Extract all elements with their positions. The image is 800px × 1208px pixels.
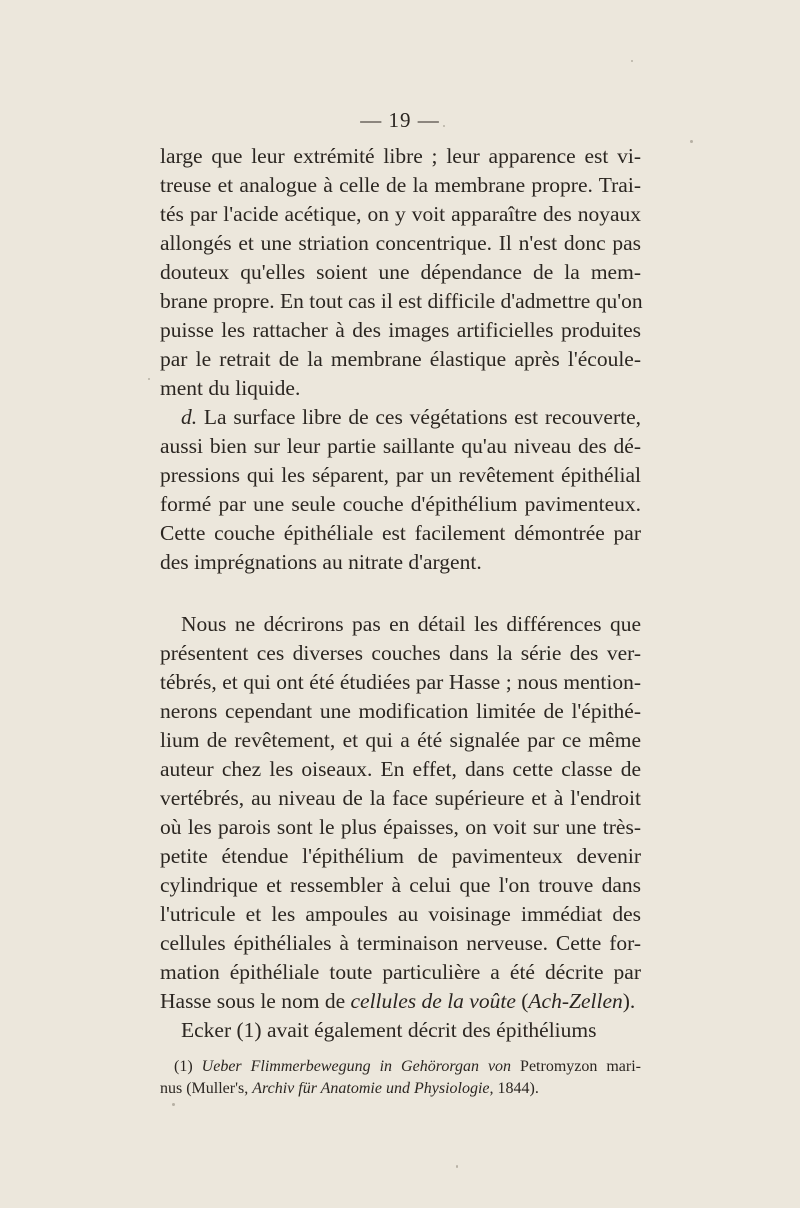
paper-speck [443,125,445,127]
italic-term: Ueber Flimmerbewegung in Gehörorgan von [201,1058,512,1075]
text-line: par le retrait de la membrane élastique après l'écoule- [160,347,641,371]
text-run: 1844). [493,1080,539,1097]
text-line: cellules épithéliales à terminaison nerveuse. Cette for- [160,931,641,955]
text-line [181,403,641,432]
text-line: où les parois sont le plus épaisses, on voit sur une très- [160,815,641,839]
text-line: allongés et une striation concentrique. Il n'est donc pas [160,231,641,255]
text-line: l'utricule et les ampoules au voisinage immédiat des [160,902,641,926]
text-line: puisse les rattacher à des images artificielles produites [160,318,641,342]
text-line: large que leur extrémité libre ; leur apparence est vi- [160,144,641,168]
text-line: auteur chez les oiseaux. En effet, dans cette classe de [160,757,641,781]
paper-speck [631,60,633,62]
italic-term: cellules de la voûte [350,989,516,1013]
text-line [160,987,641,1016]
footnote-line [174,1056,641,1078]
text-line: cylindrique et ressembler à celui que l'on trouve dans [160,873,641,897]
paper-speck [456,1165,458,1168]
italic-term: Ach-Zellen [528,989,623,1013]
text-line: Cette couche épithéliale est facilement démontrée par [160,521,641,545]
text-run: La surface libre de ces végétations est recouverte, [203,405,641,429]
paper-speck [148,378,150,380]
text-line: pressions qui les séparent, par un revêtement épithélial [160,463,641,487]
text-line: Ecker (1) avait également décrit des épithéliums [181,1018,597,1042]
page-number: — 19 — [360,108,440,132]
text-line: tébrés, et qui ont été étudiées par Hasse ; nous mention- [160,670,641,694]
text-line: nerons cependant une modification limitée de l'épithé- [160,699,641,723]
text-line: présentent ces diverses couches dans la série des ver- [160,641,641,665]
text-run: ( [515,989,529,1013]
text-run: Petromyzon mari- [511,1058,642,1075]
paper-speck [172,1103,175,1106]
text-run: nus (Muller's, [160,1080,253,1097]
footnote-line [160,1078,601,1100]
text-run: ). [622,989,636,1013]
text-line: vertébrés, au niveau de la face supérieure et à l'endroit [160,786,641,810]
paper-speck [690,140,693,143]
section-marker: d. [181,405,198,429]
text-line: Nous ne décrirons pas en détail les différences que [181,612,641,636]
text-line: lium de revêtement, et qui a été signalée par ce même [160,728,641,752]
text-line: douteux qu'elles soient une dépendance de la mem- [160,260,641,284]
text-line: formé par une seule couche d'épithélium pavimenteux. [160,492,641,516]
footnote-marker: (1) [174,1058,202,1075]
text-line: aussi bien sur leur partie saillante qu'au niveau des dé- [160,434,641,458]
text-line: brane propre. En tout cas il est difficile d'admettre qu'on [160,289,643,313]
text-line: mation épithéliale toute particulière a été décrite par [160,960,641,984]
text-line: des imprégnations au nitrate d'argent. [160,550,482,574]
text-line: tés par l'acide acétique, on y voit apparaître des noyaux [160,202,641,226]
italic-term: Archiv für Anatomie und Physiologie, [252,1080,494,1097]
text-line: treuse et analogue à celle de la membrane propre. Trai- [160,173,641,197]
text-line: petite étendue l'épithélium de pavimenteux devenir [160,844,641,868]
text-run: Hasse sous le nom de [160,989,351,1013]
text-line: ment du liquide. [160,376,301,400]
